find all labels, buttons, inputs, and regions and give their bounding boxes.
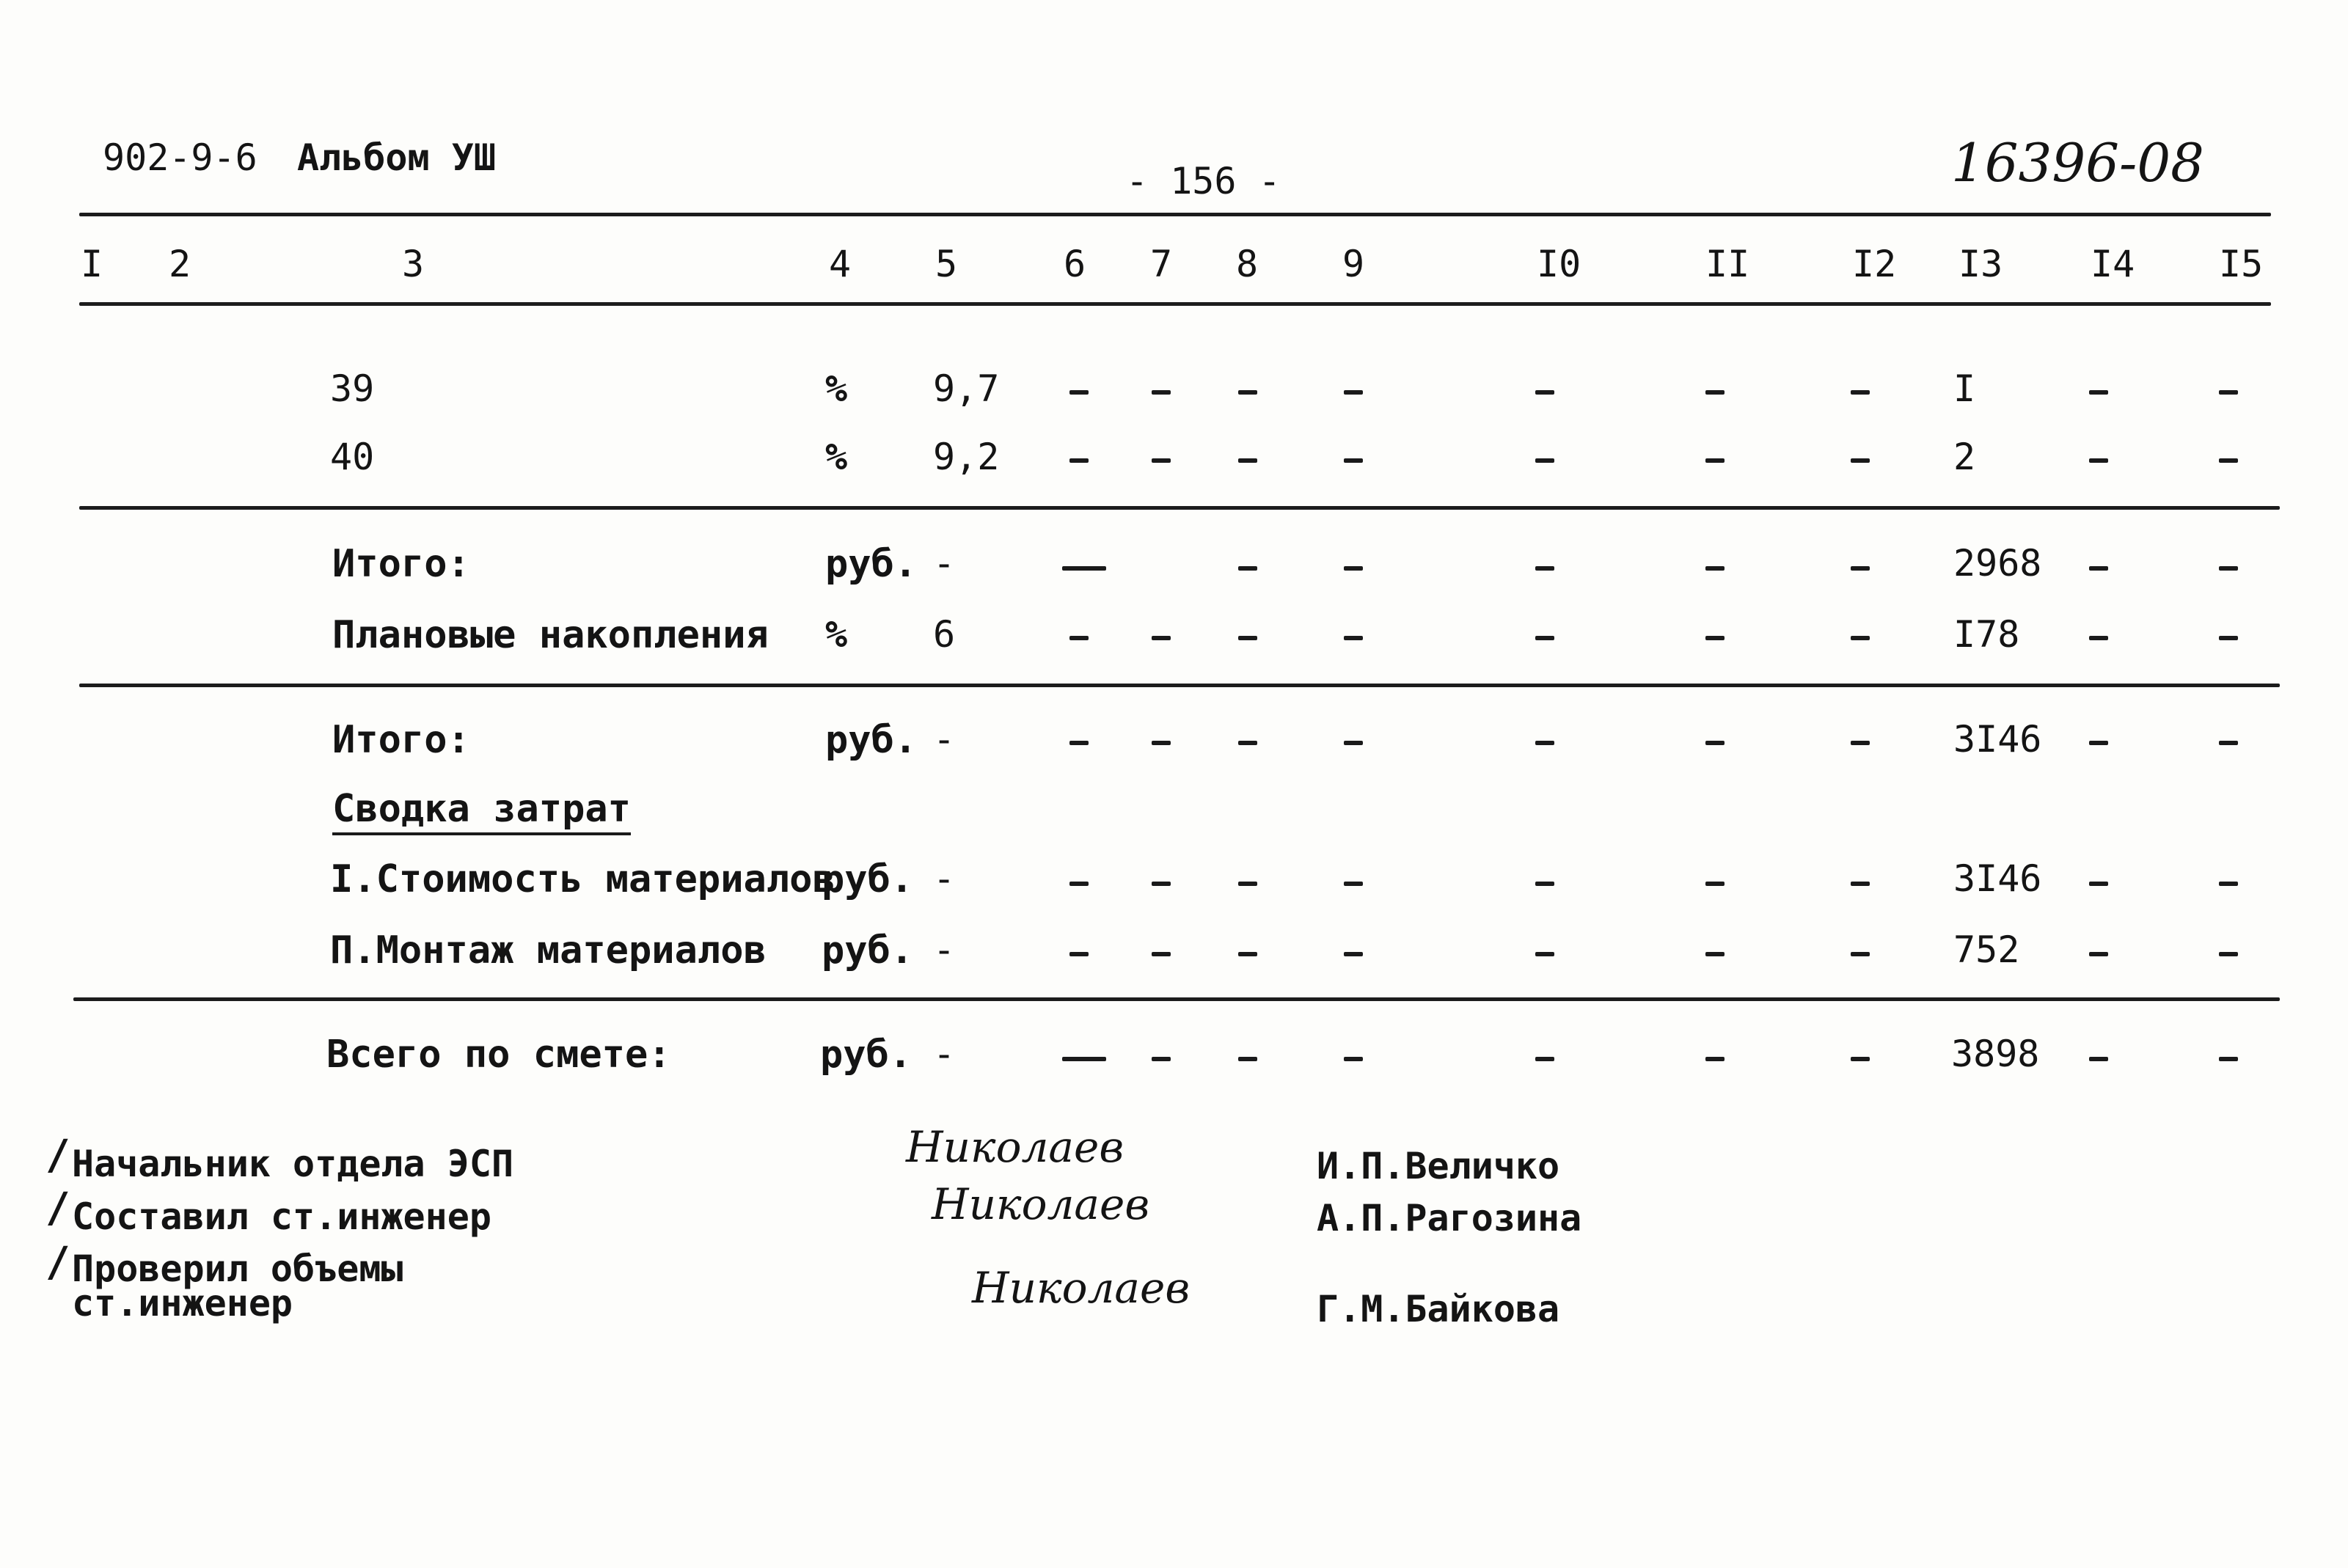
empty-cell-dash (2089, 566, 2108, 571)
empty-cell-dash (2219, 458, 2238, 463)
signer-role-line2: ст.инженер (72, 1282, 293, 1325)
row-unit: руб. (820, 1033, 912, 1077)
document-number: 16396-08 (1951, 132, 2204, 194)
empty-cell-dash (1705, 952, 1725, 956)
row-col13: I (1953, 367, 1976, 410)
signer-name: И.П.Величко (1317, 1145, 1560, 1187)
row-label: Всего по смете: (326, 1033, 671, 1077)
col-header-11: II (1705, 243, 1750, 285)
col-header-13: I3 (1959, 243, 2003, 285)
album-title: Альбом УШ (297, 136, 496, 179)
empty-cell-dash (1851, 1057, 1870, 1061)
signer-name: Г.М.Байкова (1317, 1288, 1560, 1330)
row-col5: 9,2 (933, 436, 1000, 478)
empty-cell-dash (2219, 390, 2238, 395)
col-header-2: 2 (169, 243, 191, 285)
row-unit: руб. (825, 718, 918, 762)
section-rule-2 (79, 684, 2280, 687)
signer-role-line1: Проверил объемы (72, 1248, 403, 1290)
row-col5: - (933, 542, 956, 585)
row-col5: 6 (933, 613, 956, 656)
col-header-12: I2 (1852, 243, 1897, 285)
empty-cell-dash (1535, 566, 1554, 571)
empty-cell-dash (1238, 882, 1257, 886)
row-col13: 2968 (1953, 542, 2042, 585)
empty-cell-dash (1344, 882, 1363, 886)
empty-cell-dash (1069, 458, 1089, 463)
row-unit: % (825, 613, 848, 656)
row-label: I.Стоимость материалов (330, 857, 835, 901)
empty-cell-dash (1238, 390, 1257, 395)
empty-cell-dash (1344, 741, 1363, 745)
row-col5: - (933, 718, 956, 761)
empty-cell-dash (1535, 952, 1554, 956)
row-label: 40 (330, 436, 375, 478)
empty-cell-dash (1152, 390, 1171, 395)
empty-cell-dash (1152, 882, 1171, 886)
signature-marker: / (45, 1239, 70, 1286)
col-header-4: 4 (829, 243, 852, 285)
empty-cell-dash (2089, 1057, 2108, 1061)
empty-cell-dash (1062, 1057, 1106, 1061)
empty-cell-dash (1705, 741, 1725, 745)
col-header-3: 3 (402, 243, 425, 285)
empty-cell-dash (1535, 458, 1554, 463)
row-label: Итого: (332, 542, 470, 586)
row-label: 39 (330, 367, 375, 410)
col-header-5: 5 (935, 243, 958, 285)
row-unit: руб. (822, 857, 914, 901)
empty-cell-dash (1238, 458, 1257, 463)
row-col13: 3I46 (1953, 718, 2042, 761)
empty-cell-dash (1238, 741, 1257, 745)
page-number: - 156 - (1126, 160, 1281, 202)
empty-cell-dash (1851, 390, 1870, 395)
row-col13: 3898 (1951, 1033, 2040, 1075)
row-col13: 3I46 (1953, 857, 2042, 900)
empty-cell-dash (1851, 952, 1870, 956)
empty-cell-dash (1069, 952, 1089, 956)
col-header-1: I (81, 243, 103, 285)
row-unit: % (825, 367, 848, 410)
empty-cell-dash (2219, 1057, 2238, 1061)
empty-cell-dash (1705, 882, 1725, 886)
handwritten-signature: Николаев (906, 1122, 1124, 1172)
signer-role: Составил ст.инженер (72, 1195, 491, 1238)
row-col13: 752 (1953, 928, 2020, 971)
col-header-14: I4 (2091, 243, 2135, 285)
signer-name: А.П.Рагозина (1317, 1197, 1582, 1239)
empty-cell-dash (1535, 390, 1554, 395)
empty-cell-dash (1851, 636, 1870, 640)
empty-cell-dash (1705, 458, 1725, 463)
empty-cell-dash (2089, 952, 2108, 956)
header-bottom-rule (79, 302, 2271, 306)
empty-cell-dash (2089, 882, 2108, 886)
empty-cell-dash (1851, 566, 1870, 571)
handwritten-signature: Николаев (972, 1263, 1191, 1313)
col-header-8: 8 (1236, 243, 1259, 285)
empty-cell-dash (2089, 636, 2108, 640)
empty-cell-dash (2219, 741, 2238, 745)
empty-cell-dash (1535, 741, 1554, 745)
col-header-7: 7 (1150, 243, 1173, 285)
empty-cell-dash (1344, 952, 1363, 956)
row-col13: 2 (1953, 436, 1976, 478)
row-col5: - (933, 928, 956, 971)
row-col5: - (933, 857, 956, 900)
empty-cell-dash (1062, 566, 1106, 571)
empty-cell-dash (1238, 1057, 1257, 1061)
signature-marker: / (45, 1132, 70, 1179)
empty-cell-dash (1705, 1057, 1725, 1061)
row-col5: 9,7 (933, 367, 1000, 410)
empty-cell-dash (2089, 741, 2108, 745)
row-unit: руб. (822, 928, 914, 972)
empty-cell-dash (1238, 566, 1257, 571)
empty-cell-dash (1535, 882, 1554, 886)
section-rule-1 (79, 506, 2280, 510)
empty-cell-dash (2089, 458, 2108, 463)
empty-cell-dash (1152, 741, 1171, 745)
empty-cell-dash (1069, 390, 1089, 395)
row-unit: руб. (825, 542, 918, 586)
empty-cell-dash (1152, 1057, 1171, 1061)
empty-cell-dash (1152, 458, 1171, 463)
empty-cell-dash (1344, 458, 1363, 463)
empty-cell-dash (1069, 636, 1089, 640)
row-label: П.Монтаж материалов (330, 928, 767, 972)
empty-cell-dash (1535, 1057, 1554, 1061)
row-col13: I78 (1953, 613, 2020, 656)
signature-marker: / (45, 1184, 70, 1232)
col-header-6: 6 (1064, 243, 1086, 285)
empty-cell-dash (1705, 390, 1725, 395)
empty-cell-dash (1851, 458, 1870, 463)
summary-heading: Сводка затрат (332, 790, 631, 835)
row-label: Итого: (332, 718, 470, 762)
document-code: 902-9-6 (103, 136, 257, 179)
empty-cell-dash (1069, 741, 1089, 745)
empty-cell-dash (1851, 882, 1870, 886)
signer-role: Начальник отдела ЭСП (72, 1143, 514, 1185)
empty-cell-dash (1238, 636, 1257, 640)
empty-cell-dash (2219, 882, 2238, 886)
section-rule-3 (73, 997, 2280, 1001)
header-top-rule (79, 213, 2271, 216)
empty-cell-dash (1344, 1057, 1363, 1061)
empty-cell-dash (1851, 741, 1870, 745)
empty-cell-dash (2219, 636, 2238, 640)
empty-cell-dash (1344, 566, 1363, 571)
empty-cell-dash (1344, 636, 1363, 640)
empty-cell-dash (1069, 882, 1089, 886)
empty-cell-dash (1705, 636, 1725, 640)
empty-cell-dash (1152, 636, 1171, 640)
empty-cell-dash (1705, 566, 1725, 571)
row-unit: % (825, 436, 848, 478)
empty-cell-dash (1152, 952, 1171, 956)
col-header-10: I0 (1537, 243, 1581, 285)
empty-cell-dash (1238, 952, 1257, 956)
empty-cell-dash (2089, 390, 2108, 395)
empty-cell-dash (1344, 390, 1363, 395)
empty-cell-dash (2219, 566, 2238, 571)
col-header-9: 9 (1342, 243, 1365, 285)
empty-cell-dash (1535, 636, 1554, 640)
handwritten-signature: Николаев (932, 1179, 1150, 1229)
row-label: Плановые накопления (332, 613, 769, 657)
row-col5: - (933, 1033, 956, 1075)
empty-cell-dash (2219, 952, 2238, 956)
col-header-15: I5 (2219, 243, 2264, 285)
